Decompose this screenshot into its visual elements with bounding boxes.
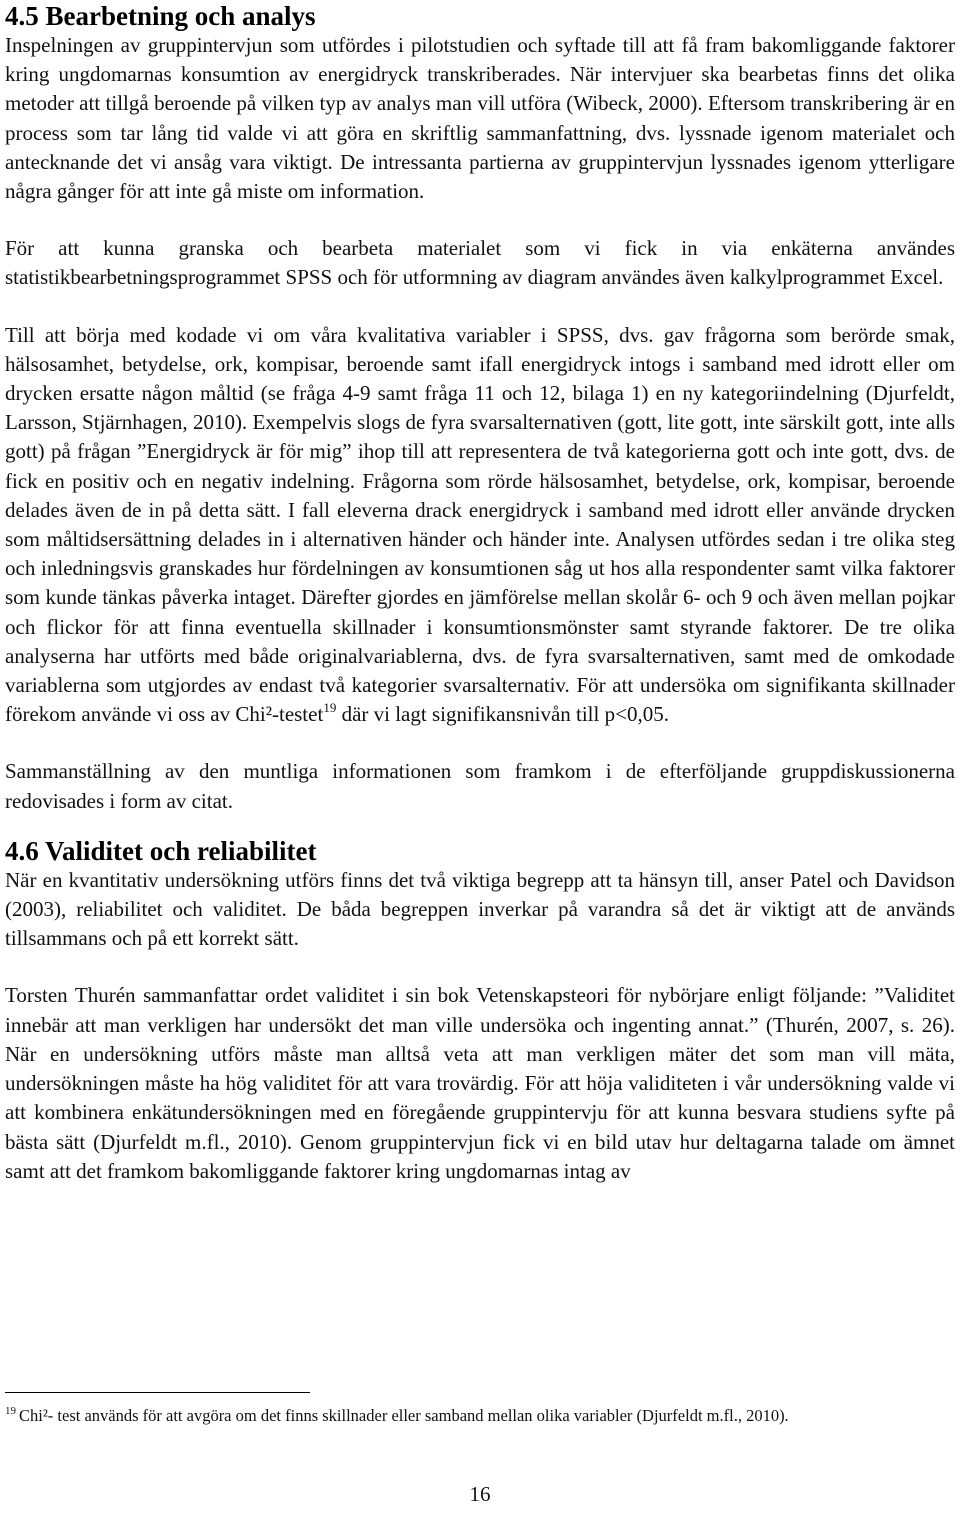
section-heading-4-5: 4.5 Bearbetning och analys — [5, 1, 316, 31]
section-heading-4-6: 4.6 Validitet och reliabilitet — [5, 835, 317, 866]
paragraph-group-discussion: Sammanställning av den muntliga informationen som framkom i de efterföljande gruppdiskussionerna redovisades i form av citat. — [5, 759, 955, 813]
paragraph-concepts: När en kvantitativ undersökning utförs finns det två viktiga begrepp att ta hänsyn till, anser Patel och Davidson (2003), reliabilitet och validitet. De båda begreppen inverkar på varandra så det är viktigt att de används tillsammans och på ett korrekt sätt. — [5, 867, 955, 951]
footnote-text: Chi²- test används för att avgöra om det finns skillnader eller samband mellan olika variabler (Djurfeldt m.fl., 2010). — [19, 1406, 789, 1425]
paragraph-validity: Torsten Thurén sammanfattar ordet validitet i sin bok Vetenskapsteori för nybörjare enligt följande: ”Validitet innebär att man verkligen har undersökt det man ville undersöka och ingenting annat.” (Thurén, 2007, s. 26). När en undersökning utförs måste man alltså veta att man verkligen mäter det som man vill mäta, undersökningen måste ha hög validitet för att vara trovärdig. För att höja validiteten i vår undersökning valde vi att kombinera enkätundersökningen med en föregående gruppintervju för att kunna besvara studiens syfte på bästa sätt (Djurfeldt m.fl., 2010). Genom gruppintervjun fick vi en bild utav hur deltagarna talade om ämnet samt att det framkom bakomliggande faktorer kring ungdomarnas intag av — [5, 983, 955, 1183]
page-number: 16 — [469, 1482, 491, 1506]
paragraph-transcription: Inspelningen av gruppintervjun som utfördes i pilotstudien och syftade till att få fram bakomliggande faktorer kring ungdomarnas konsumtion av energidryck transkriberades. När intervjuer ska bearbetas finns det olika metoder att tillgå beroende på vilken typ av analys man vill utföra (Wibeck, 2000). Eftersom transkribering är en process som tar lång tid valde vi att göra en skriftlig sammanfattning, dvs. lyssnade igenom materialet och antecknande det vi ansåg vara viktigt. De intressanta partierna av gruppintervjun lyssnades igenom ytterligare några gånger för att inte gå miste om information. — [5, 33, 955, 204]
footnote-separator — [5, 1392, 310, 1393]
document-page — [5, 0, 955, 1186]
footnote — [5, 1404, 955, 1428]
paragraph-coding-text: Till att börja med kodade vi om våra kvalitativa variabler i SPSS, dvs. gav frågorna som berörde smak, hälsosamhet, betydelse, ork, kompisar, beroende samt ifall energidryck intogs i samband med idrott eller om drycken ersatte någon måltid (se fråga 4-9 samt fråga 11 och 12, bilaga 1) en ny kategoriindelning (Djurfeldt, Larsson, Stjärnhagen, 2010). Exempelvis slogs de fyra svarsalternativen (gott, lite gott, inte särskilt gott, inte alls gott) på frågan ”Energidryck är för mig” ihop till att representera de två kategorierna gott och inte gott, dvs. de fick en positiv och en negativ indelning. Frågorna som rörde hälsosamhet, betydelse, ork, kompisar, beroende delades även de in på detta sätt. I fall eleverna drack energidryck i samband med idrott eller använde drycken som måltidsersättning delades in i alternativen händer och händer inte. Analysen utfördes sedan i tre olika steg och inledningsvis granskades hur fördelningen av konsumtionen såg ut hos alla respondenter samt vilka faktorer som kunde tänkas påverka intaget. Därefter gjordes en jämförelse mellan skolår 6- och 9 och även mellan pojkar och flickor för att finna eventuella skillnader i konsumtionsmönster samt styrande faktorer. De tre olika analyserna har utförts med både originalvariablerna, dvs. de fyra svarsalternativen, samt med de omkodade variablerna som utgjordes av endast två kategorier svarsalternativ. För att undersöka om signifikanta skillnader förekom använde vi oss av Chi²-testet — [5, 322, 955, 727]
paragraph-coding — [5, 321, 955, 730]
footnote-number: 19 — [5, 1405, 16, 1417]
paragraph-coding-text-end: där vi lagt signifikansnivån till p<0,05. — [336, 702, 669, 727]
footnote-reference: 19 — [323, 700, 337, 716]
paragraph-spss-excel: För att kunna granska och bearbeta materialet som vi fick in via enkäterna användes statistikbearbetningsprogrammet SPSS och för utformning av diagram användes även kalkylprogrammet Excel. — [5, 236, 955, 290]
